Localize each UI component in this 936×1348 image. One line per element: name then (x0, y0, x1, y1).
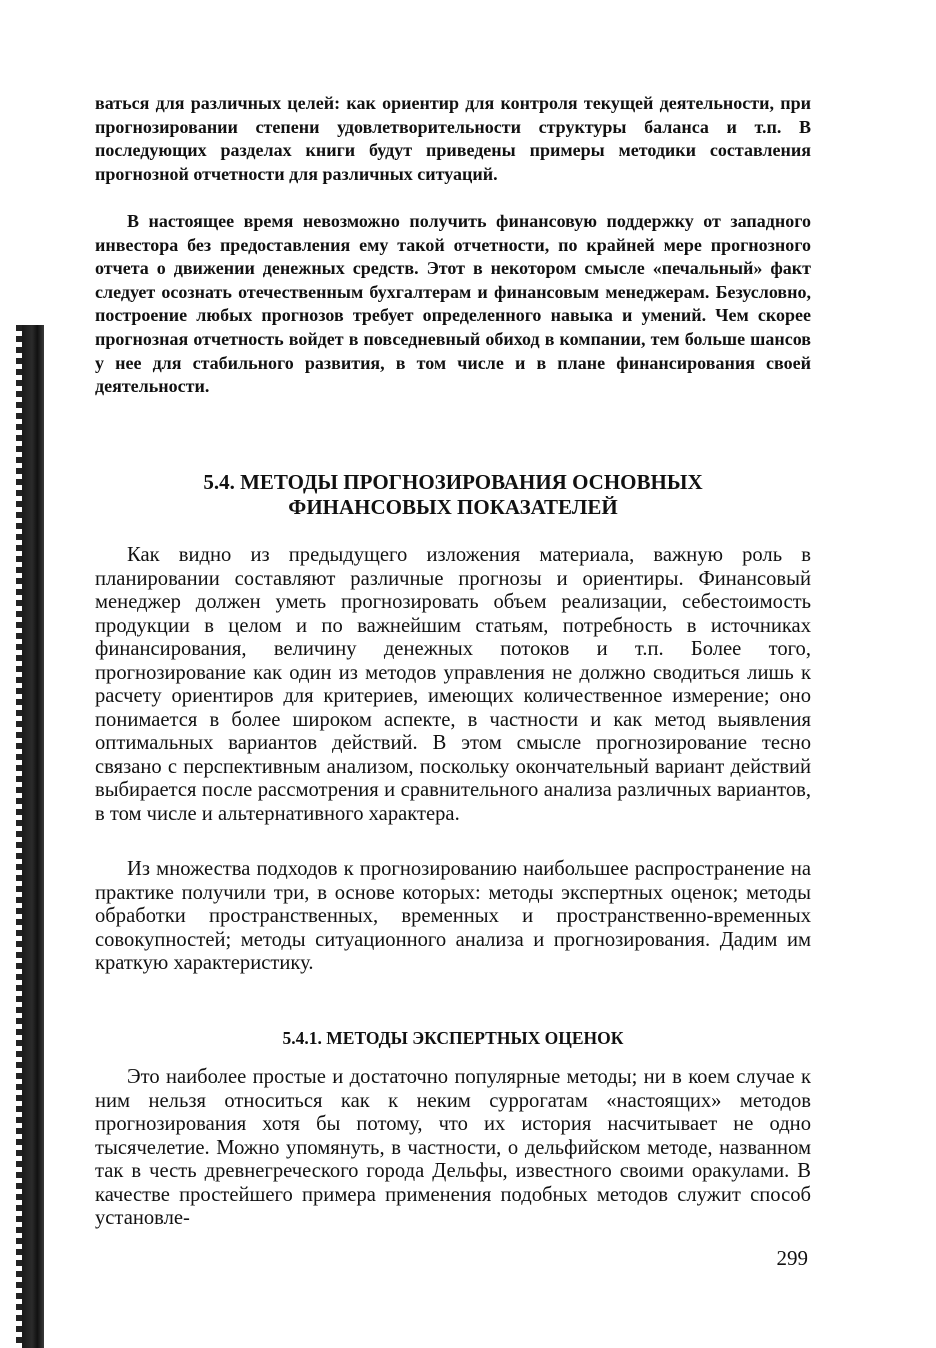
paragraph-investor-reporting: В настоящее время невозможно получить финансовую поддержку от западного инвестора без предоставления ему такой отчетности, по крайней мере прогнозного отчета о движении денежных средств. Этот в некотором смысле «печальный» факт следует осознать отечественным бухгалтерам и финансовым менеджерам. Безусловно, построение любых прогнозов требует определенного навыка и умений. Чем скорее прогнозная отчетность войдет в повседневный обиход в компании, тем больше шансов у нее для стабильного развития, в том числе и в плане финансирования своей деятельности. (95, 211, 811, 397)
paragraph-expert-methods: Это наиболее простые и достаточно популярные методы; ни в коем случае к ним нельзя относиться как к неким суррогатам «настоящих» методов прогнозирования хотя бы потому, что их история насчитывает не одно тысячелетие. Можно упомянуть, в частности, о дельфийском методе, названном так в честь древнегреческого города Дельфы, известного своими оракулами. В качестве простейшего примера применения подобных методов служит способ установле- (95, 1066, 811, 1229)
section-title (95, 470, 811, 520)
paragraph-continuation: ваться для различных целей: как ориентир для контроля текущей деятельности, при прогнозировании степени удовлетворительности структуры баланса и т.п. В последующих разделах книги будут приведены примеры методики составления прогнозной отчетности для различных ситуаций. (95, 93, 811, 184)
section-title-line-2: ФИНАНСОВЫХ ПОКАЗАТЕЛЕЙ (288, 495, 618, 519)
section-title-line-1: 5.4. МЕТОДЫ ПРОГНОЗИРОВАНИЯ ОСНОВНЫХ (203, 470, 703, 494)
paragraph-forecasting-role: Как видно из предыдущего изложения материала, важную роль в планировании составляют различные прогнозы и ориентиры. Финансовый менеджер должен уметь прогнозировать объем реализации, себестоимость продукции в целом и по важнейшим статьям, потребность в источниках финансирования, величину денежных потоков и т.п. Более того, прогнозирование как один из методов управления не должно сводиться лишь к расчету ориентиров для критериев, имеющих количественное измерение; оно понимается в более широком аспекте, в частности и как метод выявления оптимальных вариантов действий. В этом смысле прогнозирование тесно связано с перспективным анализом, поскольку окончательный вариант действий выбирается после рассмотрения и сравнительного анализа различных вариантов, в том числе и альтернативного характера. (95, 544, 811, 825)
page-number: 299 (776, 1246, 808, 1270)
subsection-title: 5.4.1. МЕТОДЫ ЭКСПЕРТНЫХ ОЦЕНОК (282, 1028, 624, 1048)
page-binding-shadow (22, 325, 44, 1348)
paragraph-approaches: Из множества подходов к прогнозированию наибольшее распространение на практике получили три, в основе которых: методы экспертных оценок; методы обработки пространственных, временных и пространственно-временных совокупностей; методы ситуационного анализа и прогнозирования. Дадим им краткую характеристику. (95, 858, 811, 974)
